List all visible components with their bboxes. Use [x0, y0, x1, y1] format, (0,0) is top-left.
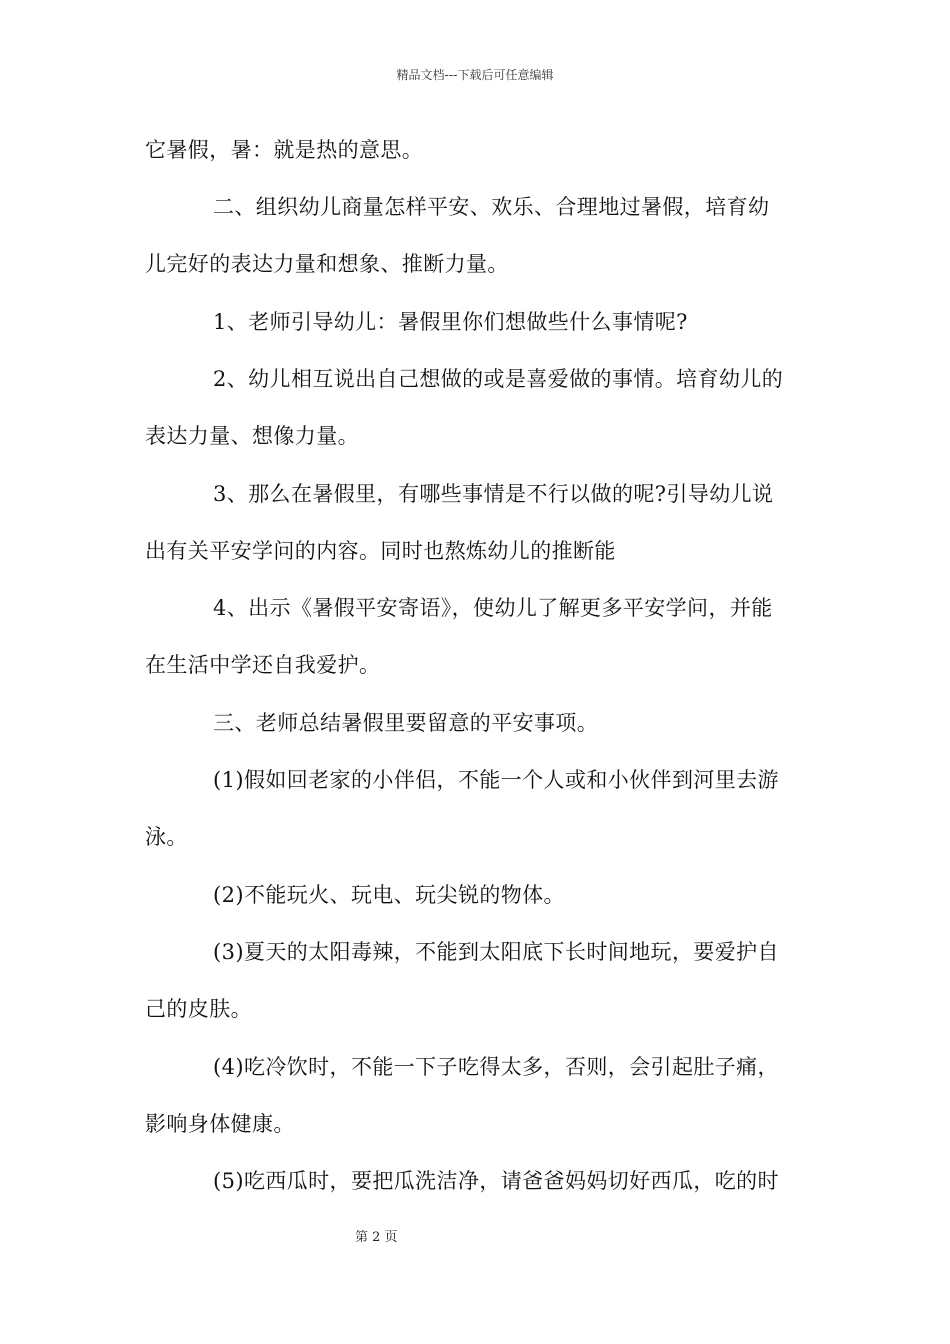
text-line: 影响身体健康。: [145, 1112, 295, 1136]
text-line: 2、幼儿相互说出自己想做的或是喜爱做的事情。培育幼儿的: [213, 367, 784, 391]
text-line: (2)不能玩火、玩电、玩尖锐的物体。: [213, 883, 565, 907]
page-number: 第 2 页: [355, 1230, 398, 1245]
text-line: 己的皮肤。: [145, 997, 252, 1021]
text-line: (4)吃冷饮时，不能一下子吃得太多，否则，会引起肚子痛，: [213, 1055, 779, 1079]
text-line: (5)吃西瓜时，要把瓜洗洁净，请爸爸妈妈切好西瓜，吃的时: [213, 1169, 779, 1193]
text-line: (1)假如回老家的小伴侣，不能一个人或和小伙伴到河里去游: [213, 768, 779, 792]
text-line: 二、组织幼儿商量怎样平安、欢乐、合理地过暑假，培育幼: [213, 195, 770, 219]
text-line: 三、老师总结暑假里要留意的平安事项。: [213, 711, 599, 735]
text-line: 儿完好的表达力量和想象、推断力量。: [145, 252, 509, 276]
text-line: 1、老师引导幼儿：暑假里你们想做些什么事情呢?: [213, 310, 688, 334]
text-line: 它暑假，暑：就是热的意思。: [145, 138, 424, 162]
text-line: 3、那么在暑假里，有哪些事情是不行以做的呢?引导幼儿说: [213, 482, 774, 506]
text-line: 在生活中学还自我爱护。: [145, 653, 381, 677]
text-line: 表达力量、想像力量。: [145, 424, 359, 448]
text-line: 4、出示《暑假平安寄语》，使幼儿了解更多平安学问，并能: [213, 596, 773, 620]
text-line: 泳。: [145, 825, 188, 849]
text-line: (3)夏天的太阳毒辣，不能到太阳底下长时间地玩，要爱护自: [213, 940, 779, 964]
page-header: 精品文档---下载后可任意编辑: [396, 68, 554, 82]
text-line: 出有关平安学问的内容。同时也熬炼幼儿的推断能: [145, 539, 616, 563]
